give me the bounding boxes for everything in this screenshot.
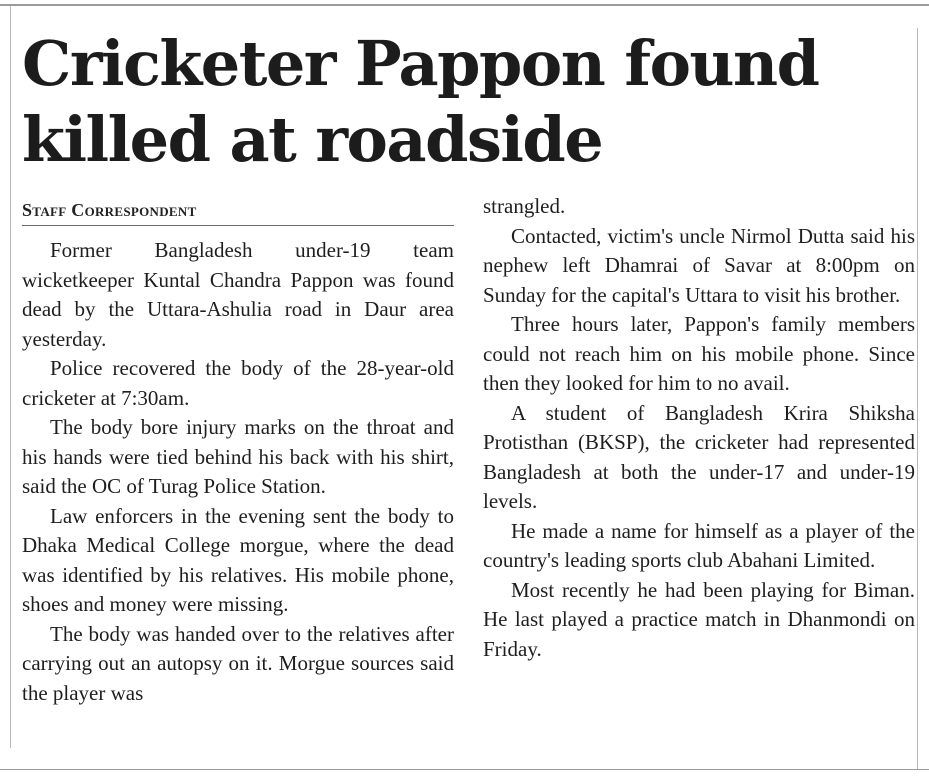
paragraph-continued: strangled. <box>483 194 566 218</box>
article-column-1 <box>22 236 454 708</box>
page-border-right <box>917 28 918 770</box>
article-column-2 <box>483 192 915 664</box>
paragraph: Former Bangladesh under-19 team wicketkeeper Kuntal Chandra Pappon was found dead by the Uttara-Ashulia road in Daur area yesterday. <box>22 238 454 351</box>
paragraph: Law enforcers in the evening sent the body to Dhaka Medical College morgue, where the dead was identified by his relatives. His mobile phone, shoes and money were missing. <box>22 503 454 616</box>
page-border-left <box>10 6 11 748</box>
headline: Cricketer Pappon found killed at roadside <box>22 27 819 176</box>
byline: Staff Correspondent <box>22 200 197 220</box>
paragraph: He made a name for himself as a player of the country's leading sports club Abahani Limited. <box>483 518 915 572</box>
page-border-bottom <box>0 769 929 770</box>
byline-divider <box>22 225 454 226</box>
paragraph: The body was handed over to the relatives after carrying out an autopsy on it. Morgue sources said the player was <box>22 621 454 705</box>
paragraph: Three hours later, Pappon's family members could not reach him on his mobile phone. Since then they looked for him to no avail. <box>483 312 915 395</box>
paragraph: Police recovered the body of the 28-year-old cricketer at 7:30am. <box>22 356 454 410</box>
paragraph: Most recently he had been playing for Biman. He last played a practice match in Dhanmondi on Friday. <box>483 577 915 661</box>
paragraph: A student of Bangladesh Krira Shiksha Protisthan (BKSP), the cricketer had represented Bangladesh at both the under-17 and under-19 levels. <box>483 400 915 513</box>
paragraph: Contacted, victim's uncle Nirmol Dutta said his nephew left Dhamrai of Savar at 8:00pm on Sunday for the capital's Uttara to visit his brother. <box>483 223 915 307</box>
page-border-top <box>0 4 929 6</box>
paragraph: The body bore injury marks on the throat and his hands were tied behind his back with his shirt, said the OC of Turag Police Station. <box>22 415 454 498</box>
